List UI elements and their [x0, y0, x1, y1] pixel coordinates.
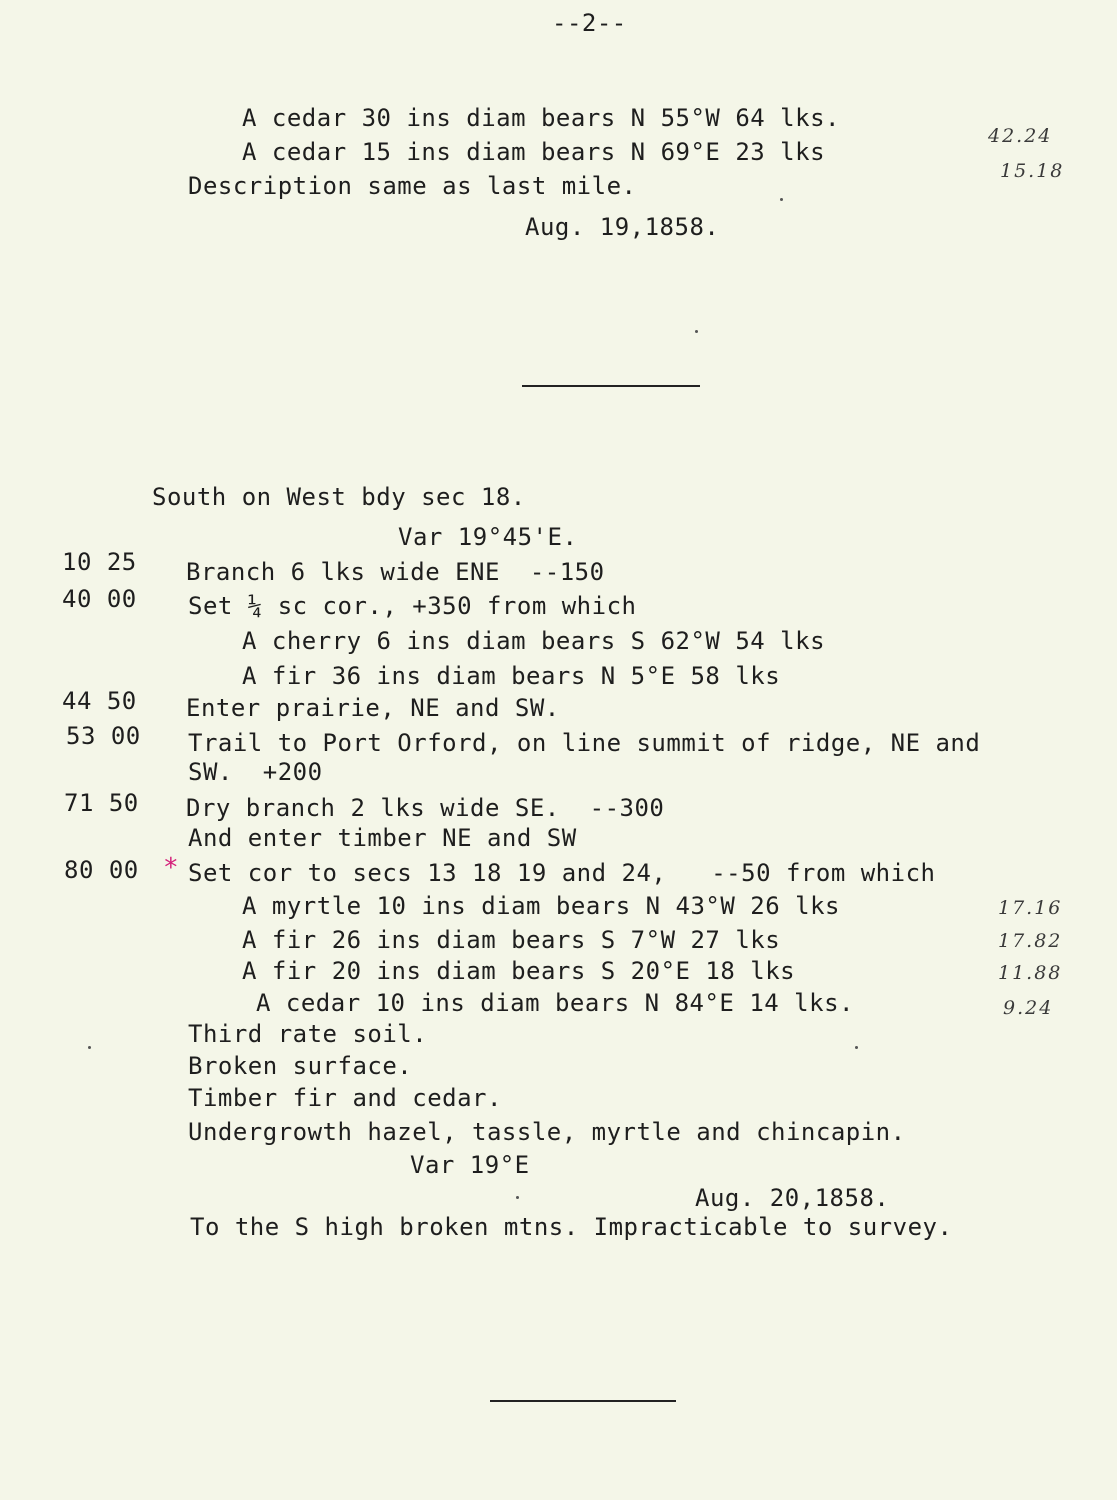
margin-note: 42.24	[988, 125, 1053, 147]
field-note: A cherry 6 ins diam bears S 62°W 54 lks	[242, 627, 826, 655]
bearing-tree-line: A fir 20 ins diam bears S 20°E 18 lks	[242, 957, 796, 985]
bearing-tree-line: A fir 26 ins diam bears S 7°W 27 lks	[242, 926, 781, 954]
description-line: Undergrowth hazel, tassle, myrtle and chincapin.	[188, 1118, 906, 1146]
bearing-line: A cedar 30 ins diam bears N 55°W 64 lks.	[242, 104, 840, 132]
station-number: 44 50	[62, 687, 137, 715]
margin-note: 9.24	[1003, 997, 1054, 1019]
field-note: A fir 36 ins diam bears N 5°E 58 lks	[242, 662, 781, 690]
margin-note: 11.88	[998, 962, 1063, 984]
field-note: Set cor to secs 13 18 19 and 24, --50 from which	[188, 859, 936, 887]
field-note: Set ¼ sc cor., +350 from which	[188, 592, 637, 620]
field-note: Branch 6 lks wide ENE --150	[186, 558, 605, 586]
station-number: 40 00	[62, 585, 137, 613]
variation-line: Var 19°45'E.	[398, 523, 578, 551]
date-line: Aug. 19,1858.	[525, 213, 720, 241]
field-note: Trail to Port Orford, on line summit of ridge, NE and	[188, 729, 981, 757]
field-note: And enter timber NE and SW	[188, 824, 577, 852]
bearing-line: A cedar 15 ins diam bears N 69°E 23 lks	[242, 138, 826, 166]
bearing-tree-line: A myrtle 10 ins diam bears N 43°W 26 lks	[242, 892, 840, 920]
field-note: SW. +200	[188, 758, 323, 786]
date-line: Aug. 20,1858.	[695, 1184, 890, 1212]
section-divider	[490, 1400, 676, 1402]
station-number: 80 00	[64, 856, 139, 884]
asterisk-mark: *	[163, 853, 180, 883]
description-line: Broken surface.	[188, 1052, 413, 1080]
section-heading: South on West bdy sec 18.	[152, 483, 526, 511]
station-number: 53 00	[66, 722, 141, 750]
page-number: --2--	[552, 9, 627, 37]
station-number: 71 50	[64, 789, 139, 817]
margin-note: 17.82	[998, 930, 1063, 952]
description-line: Timber fir and cedar.	[188, 1084, 502, 1112]
field-note: Enter prairie, NE and SW.	[186, 694, 560, 722]
description-line: Third rate soil.	[188, 1020, 428, 1048]
speck	[855, 1046, 858, 1049]
bearing-tree-line: A cedar 10 ins diam bears N 84°E 14 lks.	[256, 989, 854, 1017]
section-divider	[522, 385, 700, 387]
speck	[516, 1196, 519, 1199]
closing-line: To the S high broken mtns. Impracticable to survey.	[190, 1213, 953, 1241]
speck	[88, 1046, 91, 1049]
description-line: Description same as last mile.	[188, 172, 637, 200]
speck	[695, 330, 698, 333]
variation-line: Var 19°E	[410, 1151, 530, 1179]
speck	[780, 198, 783, 201]
margin-note: 15.18	[1000, 160, 1065, 182]
station-number: 10 25	[62, 548, 137, 576]
margin-note: 17.16	[998, 897, 1063, 919]
field-note: Dry branch 2 lks wide SE. --300	[186, 794, 665, 822]
